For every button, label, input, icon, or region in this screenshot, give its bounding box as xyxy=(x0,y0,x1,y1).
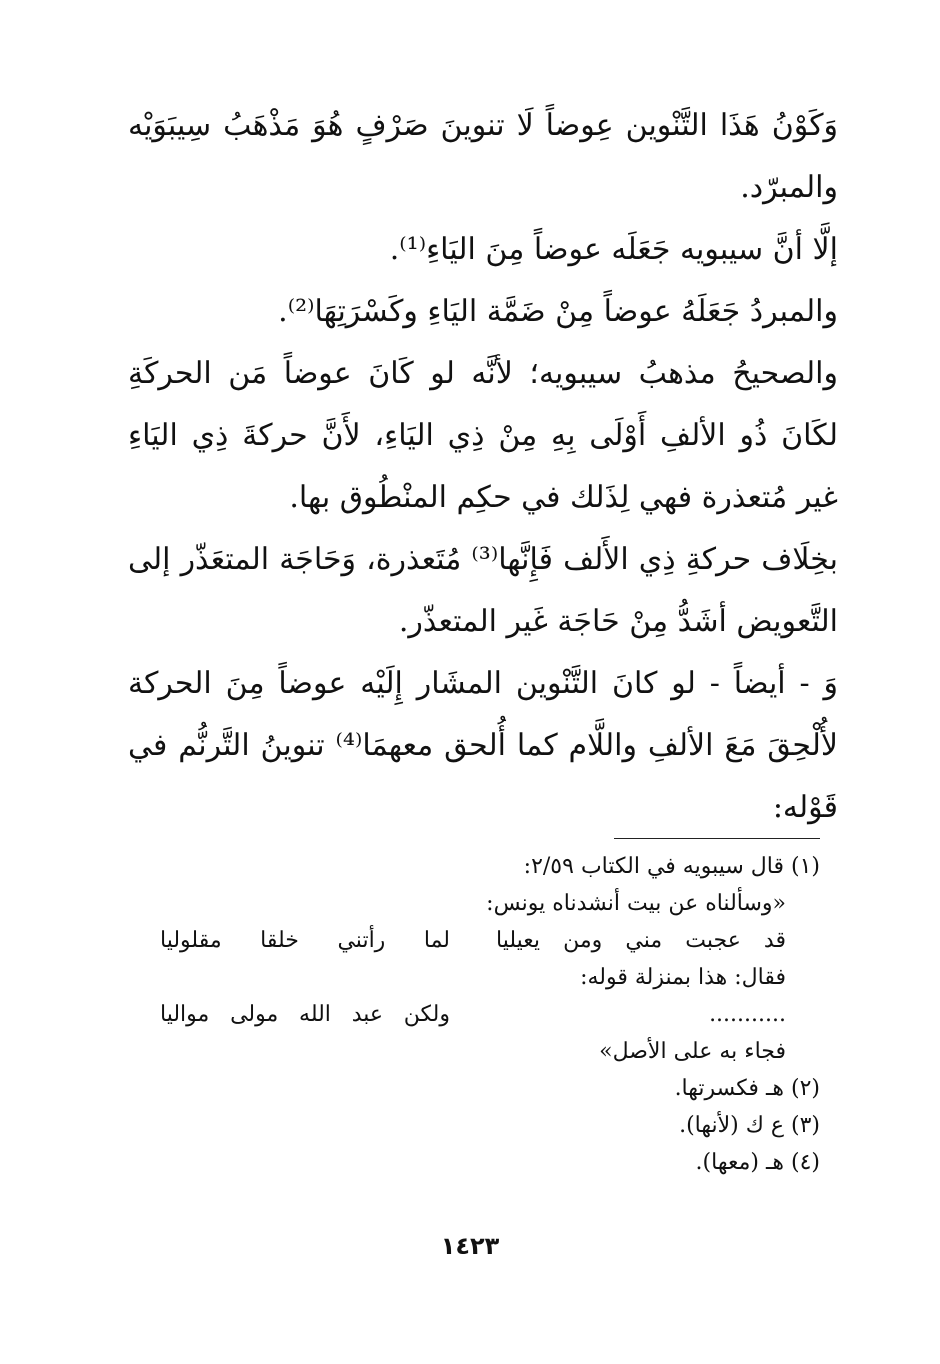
paragraph-5: بخِلَاف حركةِ ذِي الأَلف فَإِنَّها⁽³⁾ مُتَعذرة، وَحَاجَة المتعَذّر إلى التَّعويض أشَدُّ مِنْ حَاجَة غَير المتعذّر. xyxy=(128,542,838,639)
page-number: ١٤٢٣ xyxy=(440,1232,500,1260)
paragraph-2: إلَّا أنَّ سيبويه جَعَلَه عوضاً مِنَ اليَاءِ⁽¹⁾. xyxy=(389,232,838,267)
footnote-1-said: فقال: هذا بمنزلة قوله: xyxy=(580,965,786,990)
paragraph-3: والمبردُ جَعَلَهُ عوضاً مِنْ ضَمَّة اليَاءِ وكَسْرَتِهَا⁽²⁾. xyxy=(278,294,838,329)
verse-1-first-hemistich: قد عجبت مني ومن يعيليا xyxy=(496,928,786,953)
verse-2-first-hemistich: ........... xyxy=(709,1002,786,1027)
footnote-1-intro: (١) قال سيبويه في الكتاب ٢/٥٩: xyxy=(523,854,820,879)
footnote-1-quote-open: «وسألناه عن بيت أنشدناه يونس: xyxy=(486,891,786,916)
footnotes xyxy=(160,848,820,1181)
main-text-body xyxy=(128,95,838,839)
paragraph-6: وَ - أيضاً - لو كانَ التَّنْوين المشَار إِلَيْه عوضاً مِنَ الحركة لأُلْحِقَ مَعَ الألفِ واللَّام كما أُلحق معهمَا⁽⁴⁾ تنوينُ التَّرنُّم في قَوْله: xyxy=(128,666,838,825)
paragraph-4: والصحيحُ مذهبُ سيبويه؛ لأنَّه لو كَانَ عوضاً مَن الحركَةِ لكَانَ ذُو الألفِ أَوْلَى بِهِ مِنْ ذِي اليَاءِ، لأَنَّ حركةَ ذِي اليَاءِ غير مُتعذرة فهي لِذَلك في حكِم المنْطُوق بها. xyxy=(128,356,838,515)
footnote-1-close: فجاء به على الأصل» xyxy=(599,1039,786,1064)
footnote-separator xyxy=(614,838,820,839)
verse-line-2 xyxy=(160,996,820,1033)
footnote-4: (٤) هـ (معها). xyxy=(695,1150,820,1175)
paragraph-1: وَكَوْنُ هَذَا التَّنْوين عِوضاً لَا تنوينَ صَرْفٍ هُوَ مَذْهَبُ سِيبَوَيْه والمبرّد. xyxy=(128,108,838,205)
verse-1-second-hemistich: لما رأتني خلقا مقلوليا xyxy=(160,928,450,953)
footnote-3: (٣) ع ك (لأنها). xyxy=(679,1113,820,1138)
verse-2-second-hemistich: ولكن عبد الله مولى مواليا xyxy=(160,1002,450,1027)
footnote-2: (٢) هـ فكسرتها. xyxy=(674,1076,820,1101)
verse-line-1 xyxy=(160,922,820,959)
